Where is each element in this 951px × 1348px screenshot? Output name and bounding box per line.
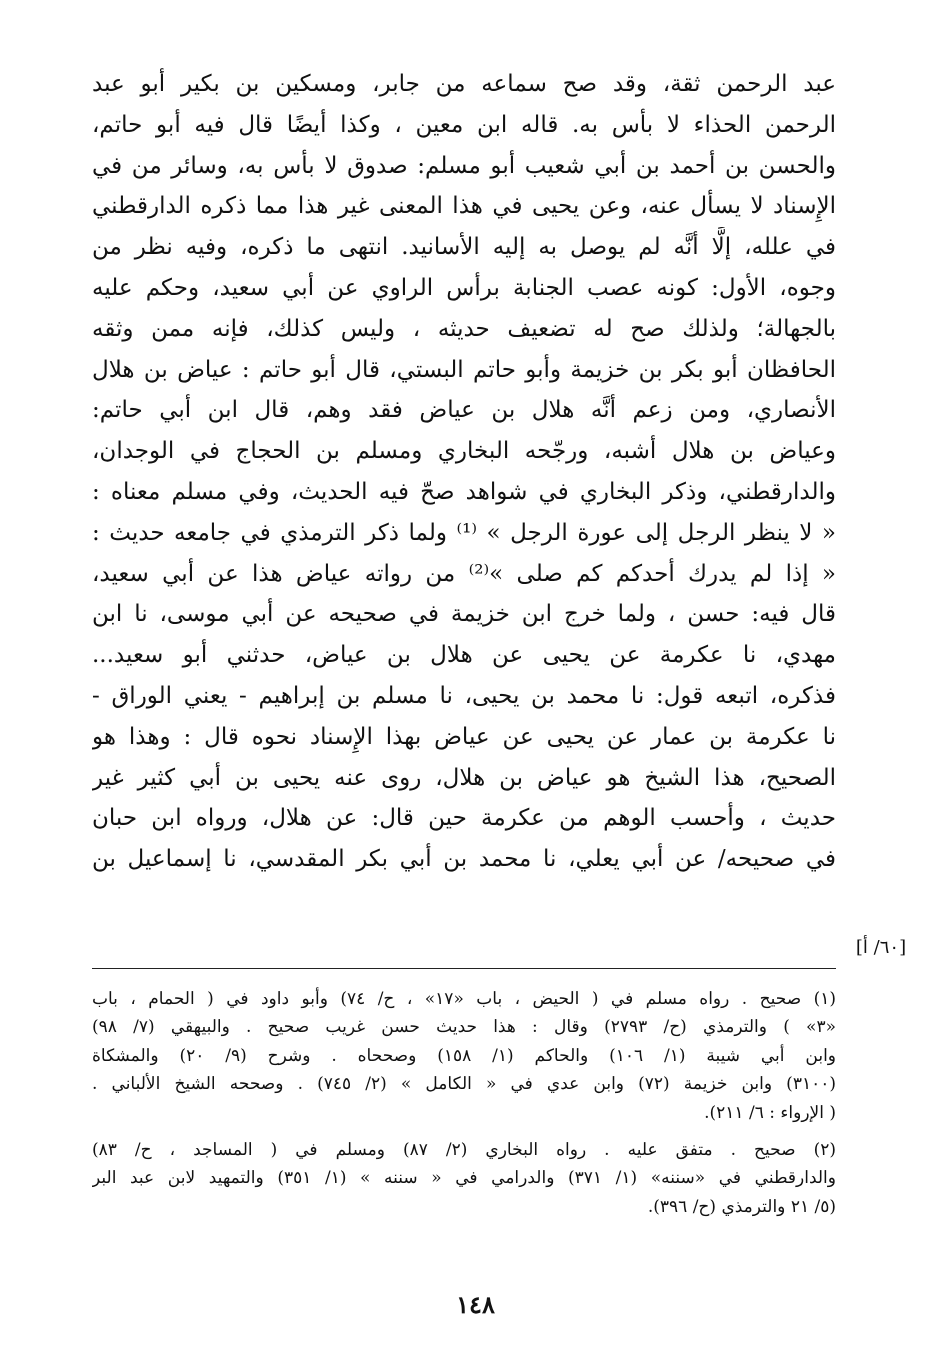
footnote-gap: [92, 1127, 836, 1136]
text-line: الرحمن الحذاء لا بأس به. قاله ابن معين ، وكذا أيضًا قال فيه أبو حاتم،: [92, 111, 836, 138]
text-line: والحسن بن أحمد بن أبي شعيب أبو مسلم: صدوق لا بأس به، وسائر من في: [92, 152, 836, 179]
text-line: عبد الرحمن ثقة، وقد صح سماعه من جابر، ومسكين بن بكير أبو عبد: [92, 71, 836, 97]
footnote-separator: [92, 968, 836, 969]
footnote-2: [92, 1136, 836, 1221]
text-line: نا عكرمة بن عمار عن يحيى عن عياض بهذا الإِسناد نحوه قال : وهذا هو: [92, 723, 836, 750]
text-line: فذكره، اتبعه قول: نا محمد بن يحيى، نا مسلم بن إبراهيم - يعني الوراق -: [92, 682, 836, 709]
folio-margin-note: [٦٠/ أ]: [855, 937, 907, 958]
footnote-line: (٢) صحيح . متفق عليه . رواه البخاري (٢/ ٨٧) ومسلم في ( المساجد ، ح/ ٨٣): [92, 1139, 836, 1160]
text-line: « إذا لم يدرك أحدكم كم صلى »⁽²⁾ من رواته عياض هذا عن أبي سعيد،: [92, 560, 836, 587]
footnote-1: [92, 985, 836, 1127]
footnote-line: ( الإرواء : ٦/ ٢١١).: [704, 1102, 836, 1123]
footnote-line: (٥/ ٢١ والترمذي (ح/ ٣٩٦).: [647, 1196, 836, 1217]
text-line: الصحيح، هذا الشيخ هو عياض بن هلال، روى عنه يحيى بن أبي كثير غير: [92, 764, 836, 791]
text-line: في علله، إلَّا أنَّه لم يوصل به إليه الأسانيد. انتهى ما ذكره، وفيه نظر من: [92, 234, 836, 261]
text-line: في صحيحه/ عن أبي يعلي، نا محمد بن أبي بكر المقدسي، نا إسماعيل بن: [92, 846, 836, 873]
text-line: « لا ينظر الرجل إلى عورة الرجل » ⁽¹⁾ ولما ذكر الترمذي في جامعه حديث :: [92, 519, 836, 546]
footnote-line: (١) صحيح . رواه مسلم في ( الحيض ، باب «١٧» ، ح/ ٧٤) وأبو داود في ( الحمام ، باب: [92, 989, 836, 1009]
footnotes-block: [92, 985, 836, 1221]
text-line: وعياض بن هلال أشبه، ورجّحه البخاري ومسلم بن الحجاج في الوجدان،: [92, 438, 836, 465]
text-line: حديث ، وأحسب الوهم من عكرمة حين قال: عن هلال، ورواه ابن حبان: [92, 805, 836, 832]
footnote-line: وابن أبي شيبة (١/ ١٠٦) والحاكم (١/ ١٥٨) وصححاه . وشرح (٩/ ٢٠) والمشكاة: [92, 1045, 836, 1066]
footnote-line: والدارقطني في «سننه» (١/ ٣٧١) والدرامي في « سننه » (١/ ٣٥١) والتمهيد لابن عبد البر: [92, 1168, 836, 1189]
footnote-line: (٣١٠٠) وابن خزيمة (٧٢) وابن عدي في « الكامل » (٢/ ٧٤٥) . وصححه الشيخ الألباني .: [92, 1074, 836, 1095]
text-line: الإِسناد لا يسأل عنه، وعن يحيى في هذا المعنى غير هذا مما ذكره الدارقطني: [92, 193, 836, 220]
text-line: مهدي، نا عكرمة عن يحيى عن هلال بن عياض، حدثني أبو سعيد...: [92, 642, 836, 669]
text-line: الحافظان أبو بكر بن خزيمة وأبو حاتم البستي، قال أبو حاتم : عياض بن هلال: [92, 356, 836, 383]
text-line: قال فيه: حسن ، ولما خرج ابن خزيمة في صحيحه عن أبي موسى، نا ابن: [92, 601, 836, 628]
main-text-block: [92, 64, 836, 880]
footnote-line: «٣» ) والترمذي (ح/ ٢٧٩٣) وقال : هذا حديث حسن غريب صحيح . والبيهقي (٧/ ٩٨): [92, 1017, 836, 1038]
text-line: والدارقطني، وذكر البخاري في شواهد صحّ فيه الحديث، وفي مسلم معناه :: [92, 478, 836, 505]
text-line: الأنصاري، ومن زعم أنَّه هلال بن عياض فقد وهم، قال ابن أبي حاتم:: [92, 397, 836, 424]
text-line: بالجهالة؛ ولذلك صح له تضعيف حديثه ، وليس كذلك، فإنه ممن وثقه: [92, 315, 836, 342]
page-number: ١٤٨: [456, 1290, 495, 1319]
text-line: وجوه، الأول: كونه عصب الجنابة برأس الراوي عن أبي سعيد، وحكم عليه: [92, 274, 836, 301]
